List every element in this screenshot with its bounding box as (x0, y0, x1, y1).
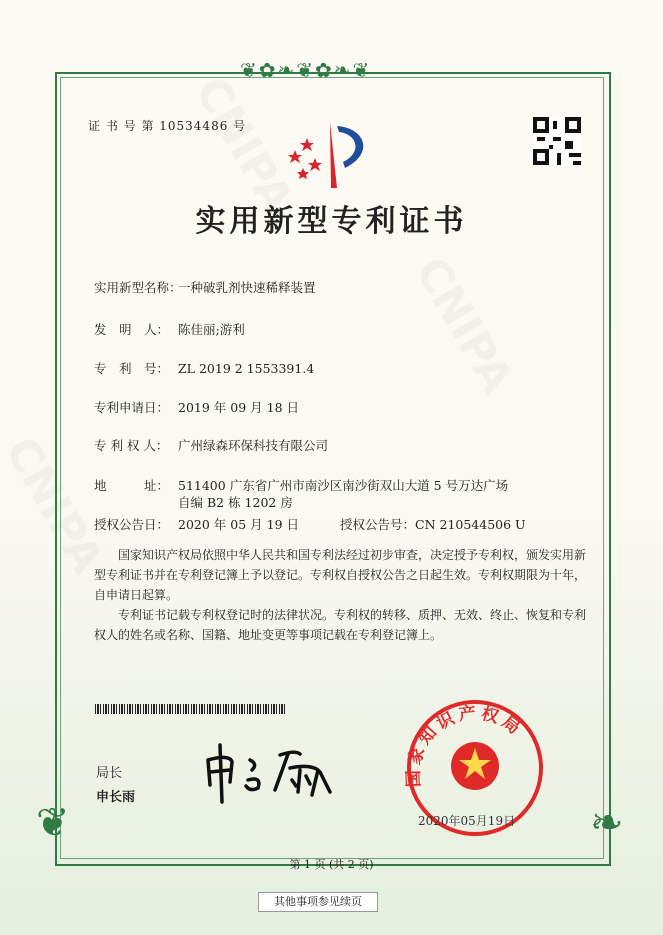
field-value: 2020 年 05 月 19 日 (178, 517, 299, 532)
field-name (94, 278, 316, 296)
field-value: 陈佳丽;游利 (178, 322, 245, 337)
field-label: 实用新型名称： (94, 280, 182, 295)
top-ornament-icon: ❦✿❧❦✿❧❦ (240, 58, 372, 82)
page-info: 第 1 页 (共 2 页) (289, 858, 374, 871)
page-title: 实用新型专利证书 (195, 204, 468, 239)
field-value: ZL 2019 2 1553391.4 (178, 361, 315, 376)
seal-date: 2020年05月19日 (418, 814, 516, 828)
field-grant-date (94, 515, 299, 533)
corner-ornament-icon: ❦ (36, 800, 70, 846)
field-patent-number (94, 359, 314, 377)
field-value: 511400 广东省广州市南沙区南沙街双山大道 5 号万达广场 (178, 478, 509, 493)
field-value: 广州绿森环保科技有限公司 (178, 438, 329, 453)
field-value: 一种破乳剂快速稀释装置 (178, 280, 316, 295)
barcode (95, 704, 285, 714)
field-label: 授权公告号： (340, 517, 416, 532)
field-label: 发 明 人： (94, 322, 170, 337)
signatory-name: 申长雨 (96, 790, 136, 805)
statement-paragraph: 专利证书记载专利权登记时的法律状况。专利权的转移、质押、无效、终止、恢复和专利权人的姓名或名称、国籍、地址变更等事项记载在专利登记簿上。 (94, 608, 587, 642)
field-label: 专 利 号： (94, 361, 170, 376)
field-announcement-number (340, 515, 526, 533)
field-value: CN 210544506 U (415, 517, 526, 532)
field-label: 地 址： (94, 478, 170, 493)
field-address-line2: 自编 B2 栋 1202 房 (178, 495, 293, 510)
certificate-number: 证 书 号 第 10534486 号 (88, 119, 247, 133)
field-value: 2019 年 09 月 18 日 (178, 400, 299, 415)
signatory-title: 局长 (96, 766, 123, 781)
field-inventor (94, 320, 245, 338)
cnipa-logo (285, 118, 380, 193)
svg-text:国家知识产权局: 国家知识产权局 (403, 703, 527, 788)
continued-note: 其他事项参见续页 (258, 892, 378, 912)
qr-code (533, 117, 581, 165)
field-label: 授权公告日： (94, 517, 170, 532)
field-filing-date (94, 398, 299, 416)
field-patentee (94, 436, 328, 454)
field-label: 专利申请日： (94, 400, 170, 415)
field-address (94, 476, 508, 494)
corner-ornament-icon: ❧ (590, 800, 624, 846)
statement-paragraph: 国家知识产权局依照中华人民共和国专利法经过初步审查，决定授予专利权，颁发实用新型专利证书并在专利登记簿上予以登记。专利权自授权公告之日起生效。专利权期限为十年，自申请日起算。 (94, 548, 587, 602)
signature (200, 740, 345, 805)
field-label: 专 利 权 人： (94, 438, 169, 453)
